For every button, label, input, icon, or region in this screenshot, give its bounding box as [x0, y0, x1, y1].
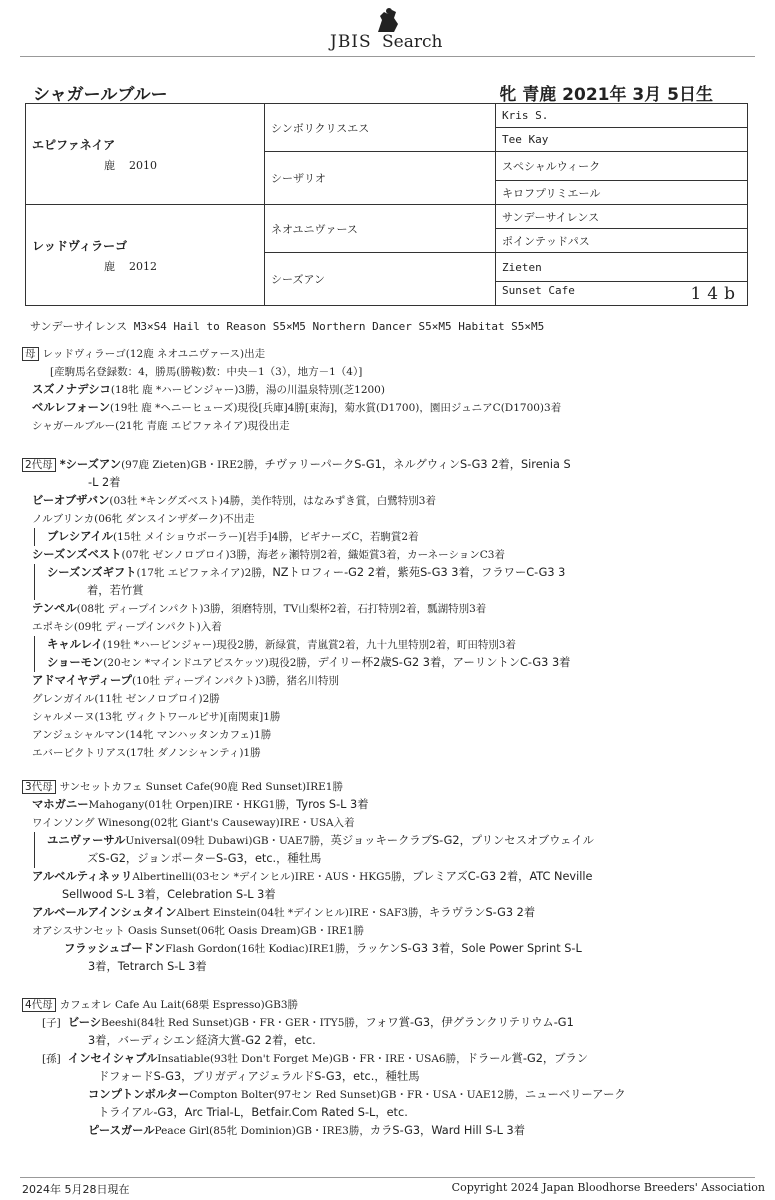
grandoffspring-record: (19牡 *ハービンジャー)現役2勝，新緑賞，青嵐賞2着，九十九里特別2着，町田特別3着 [102, 639, 517, 651]
dam-section [22, 345, 722, 435]
offspring-entry: エバービクトリアス(17牡 ダノンシャンティ)1勝 [32, 747, 261, 759]
grandoffspring-cont: ズS-G2，ジョンポーターS-G3，etc.，種牡馬 [87, 852, 322, 865]
grandoffspring-record: Compton Bolter(97セン Red Sunset)GB・FR・USA・UAE12勝， [189, 1089, 525, 1101]
dam-dam: シーズアン [265, 253, 496, 306]
gen3-7: Zieten [496, 253, 748, 282]
child-label: [子] [42, 1017, 61, 1029]
grandoffspring-cont: 着，若竹賞 [87, 584, 144, 597]
offspring-record: (18牝 鹿 *ハービンジャー)3勝，湯の川温泉特別(芝1200) [110, 384, 385, 396]
section-tag-dam: 母 [22, 347, 39, 361]
gen3-6: ポインテッドパス [496, 229, 748, 253]
offspring-name: ビーシ [67, 1016, 102, 1029]
offspring-name: スズノナデシコ [32, 383, 111, 396]
second-dam-section [22, 456, 722, 762]
offspring-entry: ノルブリンカ(06牝 ダンスインザダーク)不出走 [32, 513, 255, 525]
gen3-1: Kris S. [496, 104, 748, 128]
section-tag-4th-dam: 4代母 [22, 998, 56, 1012]
dam-sire: ネオユニヴァース [265, 205, 496, 253]
grandoffspring-name: ピースガール [88, 1124, 155, 1137]
offspring-record: (19牡 鹿 *ヘニーヒューズ)現役[兵庫]4勝[東海]，菊水賞(D1700)，園田ジュニアC(D1700)3着 [110, 402, 562, 414]
offspring-name: テンペル [32, 602, 77, 615]
grandoffspring-record: (15牡 メイショウボーラー)[岩手]4勝，ビギナーズC，若駒賞2着 [113, 531, 419, 543]
second-dam-name: *シーズアン [59, 458, 122, 471]
footer-divider [20, 1177, 755, 1178]
grandoffspring-graded: カラS-G3，Ward Hill S-L 3着 [369, 1124, 526, 1137]
grandoffspring-graded: ドラール賞-G2，ブラン [466, 1052, 589, 1065]
offspring-record: (10牡 ディープインパクト)3勝，猪名川特別 [131, 675, 340, 687]
grandoffspring-record: Peace Girl(85牝 Dominion)GB・IRE3勝， [154, 1125, 370, 1137]
section-tag-2nd-dam: 2代母 [22, 458, 56, 472]
offspring-entry: エポキシ(09牝 ディープインパクト)入着 [32, 621, 222, 633]
offspring-record: Albert Einstein(04牡 *デインヒル)IRE・SAF3勝， [176, 907, 429, 919]
grandchild-label: [孫] [42, 1053, 61, 1065]
sire-dam: シーザリオ [265, 152, 496, 205]
grandoffspring-cont: ドフォードS-G3，ブリガディアジェラルドS-G3，etc.，種牡馬 [98, 1070, 420, 1083]
gen3-3: スペシャルウィーク [496, 152, 748, 181]
offspring-entry: シャガールブルー(21牝 青鹿 エピファネイア)現役出走 [32, 420, 290, 432]
second-dam-cont: -L 2着 [88, 476, 121, 489]
offspring-graded: ブレミアズC-G3 2着，ATC Neville [412, 870, 593, 883]
pedigree-table [25, 103, 748, 306]
offspring-entry: グレンガイル(11牡 ゼンノロブロイ)2勝 [32, 693, 220, 705]
third-dam-heading: サンセットカフェ Sunset Cafe(90鹿 Red Sunset)IRE1勝 [59, 781, 343, 793]
horse-name: シャガールブルー [33, 85, 168, 105]
fourth-dam-heading: カフェオレ Cafe Au Lait(68栗 Espresso)GB3勝 [59, 999, 299, 1011]
offspring-entry: アンジュシャルマン(14牝 マンハッタンカフェ)1勝 [32, 729, 272, 741]
offspring-graded: フォワ賞-G3，伊グランクリテリウム-G1 [365, 1016, 574, 1029]
grandoffspring-graded: ニューベリーアーク [524, 1088, 626, 1101]
offspring-name: アルベールアインシュタイン [32, 906, 177, 919]
dam-stats: [産駒馬名登録数：4，勝馬(勝鞍)数：中央－1（3），地方－1（4）] [50, 366, 363, 378]
second-dam-record: (97鹿 Zieten)GB・IRE2勝， [121, 459, 265, 471]
sire-cell [26, 104, 265, 205]
dam-cell [26, 205, 265, 306]
grandoffspring-name: シーズンズギフト [47, 566, 137, 579]
dam-year: 2012 [129, 259, 157, 273]
offspring-name: アルベルティネッリ [32, 870, 133, 883]
logo-jbis-text: JBIS [330, 32, 372, 52]
offspring-record: (07牝 ゼンノロブロイ)3勝，海老ヶ瀬特別2着，織姫賞3着，カーネーションC3着 [121, 549, 505, 561]
grandoffspring-record: (20セン *マインドユアビスケッツ)現役2勝， [103, 657, 318, 669]
second-dam-graded: チヴァリーパークS-G1，ネルグウィンS-G3 2着，Sirenia S [264, 458, 571, 471]
offspring-cont: Sellwood S-L 3着，Celebration S-L 3着 [62, 888, 276, 901]
offspring-record: Mahogany(01牡 Orpen)IRE・HKG1勝， [88, 799, 297, 811]
grandoffspring-record: (17牝 エピファネイア)2勝， [136, 567, 273, 579]
gen3-2: Tee Kay [496, 128, 748, 152]
offspring-cont: 3着，バーディシエン経済大賞-G2 2着，etc. [88, 1034, 316, 1047]
horse-jockey-icon [372, 6, 402, 34]
grandoffspring-name: コンプトンボルター [88, 1088, 190, 1101]
offspring-graded: Tyros S-L 3着 [296, 798, 369, 811]
horse-info: 牝 青鹿 2021年 3月 5日生 [499, 85, 713, 105]
sire-coat: 鹿 [104, 158, 115, 172]
offspring-graded: キラヴランS-G3 2着 [428, 906, 536, 919]
copyright: Copyright 2024 Japan Bloodhorse Breeders' Association [451, 1181, 765, 1194]
grandoffspring-name: インセイシャブル [67, 1052, 158, 1065]
grandoffspring-graded: NZトロフィー-G2 2着，紫苑S-G3 3着，フラワーC-G3 3 [272, 566, 566, 579]
gen3-8 [496, 282, 748, 306]
as-of-date: 2024年 5月28日現在 [22, 1183, 130, 1196]
offspring-entry: ワインソング Winesong(02牝 Giant's Causeway)IRE・USA入着 [32, 817, 355, 829]
grandoffspring-graded: デイリー杯2歳S-G2 3着，アーリントンC-G3 3着 [317, 656, 571, 669]
section-tag-3rd-dam: 3代母 [22, 780, 56, 794]
dam-coat: 鹿 [104, 259, 115, 273]
grandoffspring-record: Universal(09牡 Dubawi)GB・UAE7勝， [125, 835, 331, 847]
sire-sire: シンボリクリスエス [265, 104, 496, 152]
grandoffspring-name: ブレシアイル [47, 530, 114, 543]
gen3-8-name: Sunset Cafe [502, 283, 575, 297]
offspring-record: (03牡 *キングズベスト)4勝，美作特別，はなみずき賞，白鷺特別3着 [109, 495, 436, 507]
grandoffspring-graded: ラッケンS-G3 3着，Sole Power Sprint S-L [356, 942, 582, 955]
grandoffspring-name: キャルレイ [47, 638, 103, 651]
sire-year: 2010 [129, 158, 157, 172]
offspring-entry: オアシスサンセット Oasis Sunset(06牝 Oasis Dream)GB・IRE1勝 [32, 925, 365, 937]
offspring-name: ビーオブザバン [32, 494, 110, 507]
grandoffspring-cont: トライアル-G3，Arc Trial-L，Betfair.Com Rated S-L，etc. [98, 1106, 408, 1119]
inbreeding-line: サンデーサイレンス M3×S4 Hail to Reason S5×M5 Northern Dancer S5×M5 Habitat S5×M5 [30, 320, 545, 333]
grandoffspring-cont: 3着，Tetrarch S-L 3着 [88, 960, 207, 973]
grandoffspring-name: ショーモン [47, 656, 104, 669]
gen3-4: キロフプリミエール [496, 181, 748, 205]
sire-name: エピファネイア [32, 137, 116, 152]
offspring-record: Beeshi(84牡 Red Sunset)GB・FR・GER・ITY5勝， [101, 1017, 366, 1029]
family-number: 14b [690, 283, 741, 304]
grandoffspring-record: Flash Gordon(16牡 Kodiac)IRE1勝， [165, 943, 357, 955]
jbis-logo [330, 6, 460, 52]
offspring-entry: シャルメーヌ(13牝 ヴィクトワールピサ)[南関東]1勝 [32, 711, 281, 723]
offspring-name: マホガニー [32, 798, 89, 811]
fourth-dam-section [22, 996, 722, 1140]
offspring-record: (08牝 ディープインパクト)3勝，須磨特別，TV山梨杯2着，石打特別2着，瓢湖特別3着 [76, 603, 487, 615]
dam-name: レッドヴィラーゴ [32, 238, 128, 253]
grandoffspring-graded: 英ジョッキークラブS-G2，プリンセスオブウェイル [330, 834, 594, 847]
grandoffspring-name: フラッシュゴードン [64, 942, 166, 955]
logo-search-text: Search [382, 32, 443, 52]
offspring-name: シーズンズベスト [32, 548, 122, 561]
offspring-record: Albertinelli(03セン *デインヒル)IRE・AUS・HKG5勝， [132, 871, 413, 883]
third-dam-section [22, 778, 722, 976]
grandoffspring-name: ユニヴァーサル [47, 834, 126, 847]
offspring-name: ベルレフォーン [32, 401, 111, 414]
gen3-5: サンデーサイレンス [496, 205, 748, 229]
offspring-name: アドマイヤディープ [32, 674, 132, 687]
grandoffspring-record: Insatiable(93牡 Don't Forget Me)GB・FR・IRE・USA6勝， [157, 1053, 467, 1065]
header-divider [20, 56, 755, 57]
dam-heading: レッドヴィラーゴ(12鹿 ネオユニヴァース)出走 [42, 348, 266, 360]
